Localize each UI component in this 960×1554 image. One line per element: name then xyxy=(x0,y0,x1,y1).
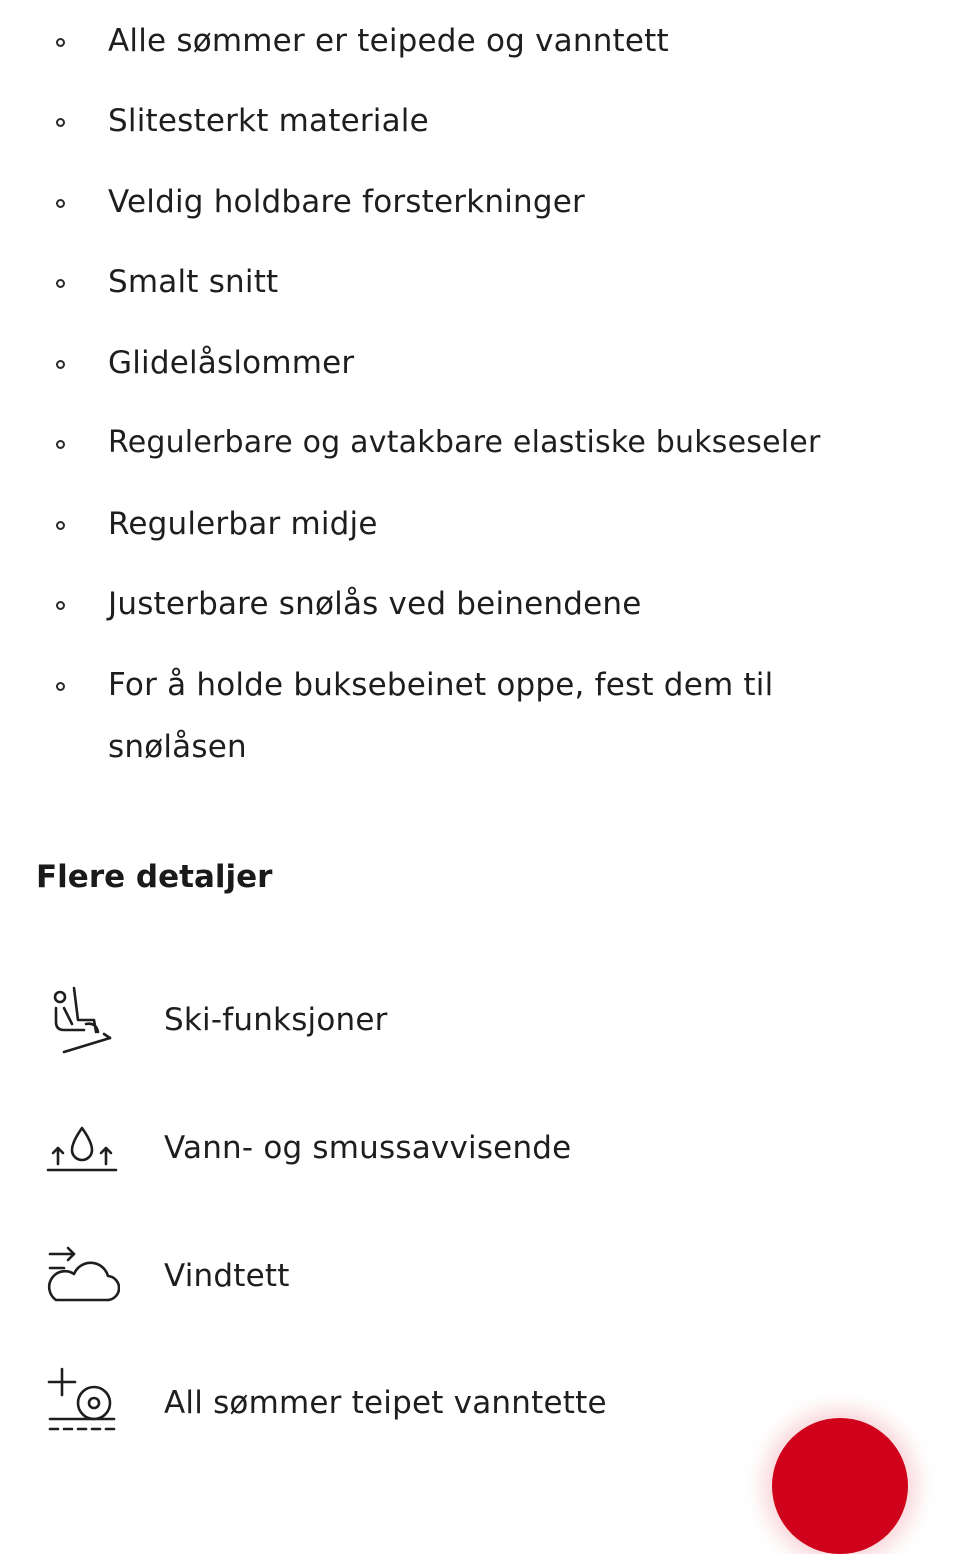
detail-label: Ski-funksjoner xyxy=(164,1002,388,1038)
bullet-icon xyxy=(56,199,65,208)
floating-action-button[interactable] xyxy=(772,1418,908,1554)
ski-lift-icon xyxy=(44,982,120,1058)
bullet-icon xyxy=(56,38,65,47)
detail-item-water xyxy=(0,1098,960,1198)
feature-text: Regulerbare og avtakbare elastiske bukseseler xyxy=(108,425,821,460)
feature-text: Smalt snitt xyxy=(108,264,279,300)
detail-label: Vindtett xyxy=(164,1258,290,1294)
feature-text: Veldig holdbare forsterkninger xyxy=(108,184,585,220)
feature-text: Slitesterkt materiale xyxy=(108,103,429,139)
water-repellent-icon xyxy=(44,1110,120,1186)
bullet-icon xyxy=(56,118,65,127)
feature-text: For å holde buksebeinet oppe, fest dem til snølåsen xyxy=(108,667,774,765)
detail-label: Vann- og smussavvisende xyxy=(164,1130,572,1166)
bullet-icon xyxy=(56,279,65,288)
bullet-icon xyxy=(56,521,65,530)
bullet-icon xyxy=(56,360,65,369)
windproof-icon xyxy=(44,1238,120,1314)
detail-item-wind xyxy=(0,1226,960,1326)
feature-text: Justerbare snølås ved beinendene xyxy=(108,586,642,622)
bullet-icon xyxy=(56,601,65,610)
bullet-icon xyxy=(56,440,65,449)
bullet-icon xyxy=(56,682,65,691)
section-title: Flere detaljer xyxy=(36,859,273,895)
detail-item-ski xyxy=(0,970,960,1070)
feature-text: Alle sømmer er teipede og vanntett xyxy=(108,23,669,59)
detail-label: All sømmer teipet vanntette xyxy=(164,1385,607,1421)
taped-seams-icon xyxy=(44,1365,120,1441)
feature-text: Regulerbar midje xyxy=(108,506,378,542)
feature-text: Glidelåslommer xyxy=(108,345,355,381)
